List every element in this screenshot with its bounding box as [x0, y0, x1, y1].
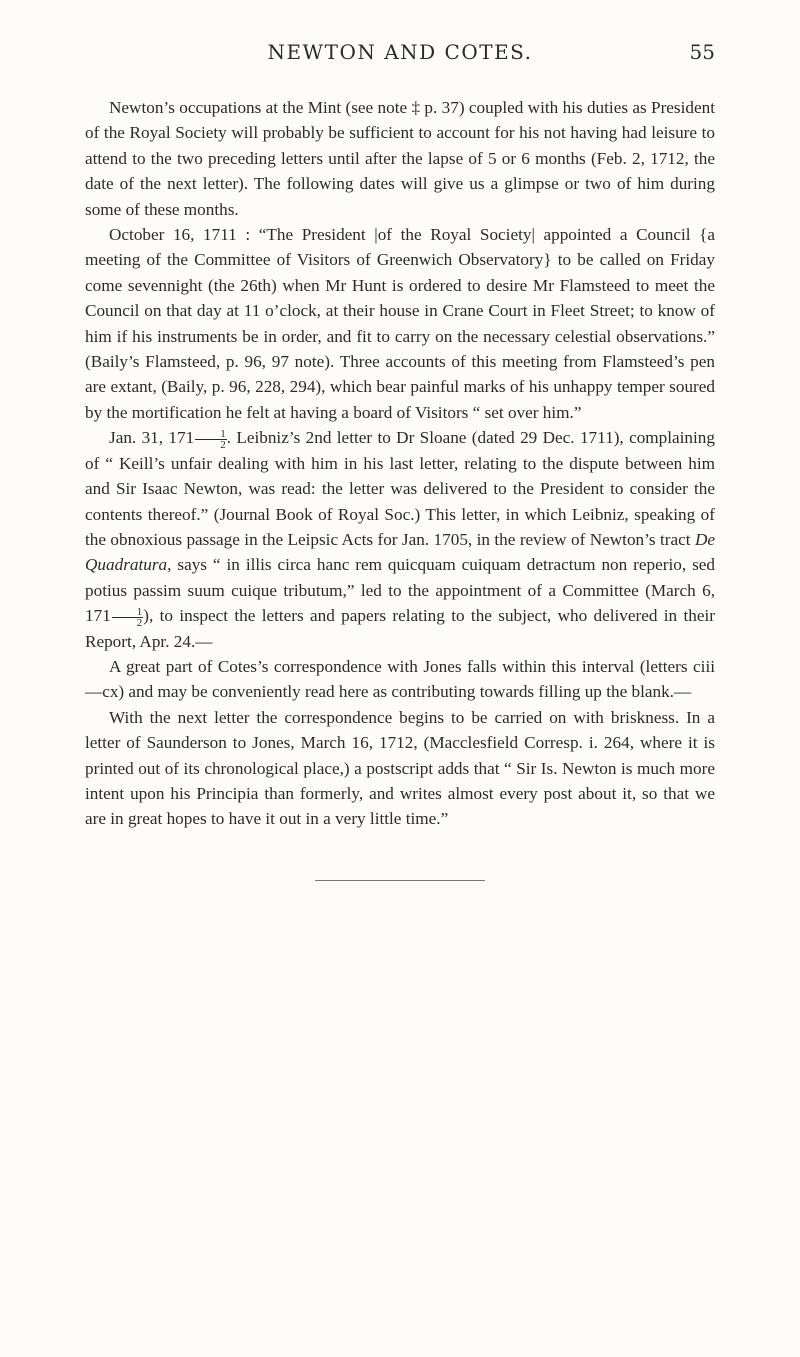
- fraction-denominator: 2: [136, 616, 143, 629]
- paragraph-2: [85, 222, 715, 425]
- body-text: [85, 95, 715, 832]
- fraction: [112, 607, 144, 628]
- paragraph-text: A great part of Cotes’s correspondence with Jones falls within this interval (letters ciii—cx) and may be conveniently read here as contributing towards filling up the blank.—: [85, 656, 715, 702]
- fraction-numerator: 1: [112, 607, 144, 618]
- paragraph-text: Jan. 31, 171: [109, 428, 195, 448]
- running-title: NEWTON AND COTES.: [267, 40, 533, 64]
- paragraph-text: October 16, 1711 : “The President |of the Royal Society| appointed a Council {a meeting of the Committee of Visitors of Greenwich Observatory} to be called on Friday come sevennight (the 26th) when Mr Hunt is ordered to desire Mr Flamsteed to meet the Council on that day at 11 o’clock, at their house in Crane Court in Fleet Street; to know of him if his instruments be in order, and fit to carry on the necessary celestial observations.” (Baily’s Flamsteed, p. 96, 97 note). Three accounts of this meeting from Flamsteed’s pen are extant, (Baily, p. 96, 228, 294), which bear painful marks of his unhappy temper soured by the mortification he felt at having a board of Visitors “ set over him.”: [85, 225, 715, 422]
- fraction-denominator: 2: [220, 438, 226, 451]
- page-number: 55: [689, 40, 715, 64]
- paragraph-text: . Leibniz’s 2nd letter to Dr Sloane (dated 29 Dec. 1711), complaining of “ Keill’s unfair dealing with him in his last letter, relating to the dispute between him and Sir Isaac Newton, was read: the letter was delivered to the President to consider the contents thereof.” (Journal Book of Royal Soc.) This letter, in which Leibniz, speaking of the obnoxious passage in the Leipsic Acts for Jan. 1705, in the review of Newton’s tract: [85, 428, 715, 549]
- paragraph-1: [85, 95, 715, 222]
- italic-title: De Quadratura,: [85, 529, 715, 575]
- paragraph-5: [85, 705, 715, 832]
- fraction-numerator: 1: [195, 429, 227, 440]
- paragraph-3: [85, 425, 715, 654]
- paragraph-text: says “ in illis circa hanc rem quicquam cuiquam detractum non reperio, sed potius passim suum cuique tributum,” led to the appointment of a Committee (March 6, 171: [85, 555, 715, 626]
- page-header: [85, 40, 715, 72]
- paragraph-4: [85, 654, 715, 705]
- paragraph-text: With the next letter the correspondence begins to be carried on with briskness. In a letter of Saunderson to Jones, March 16, 1712, (Macclesfield Corresp. i. 264, where it is printed out of its chronological place,) a postscript adds that “ Sir Is. Newton is much more intent upon his Principia than formerly, and writes almost every post about it, so that we are in great hopes to have it out in a very little time.”: [85, 707, 715, 829]
- footer-rule: [315, 880, 485, 881]
- paragraph-text: ), to inspect the letters and papers relating to the subject, who delivered in their Report, Apr. 24.—: [85, 606, 715, 651]
- paragraph-text: Newton’s occupations at the Mint (see note ‡ p. 37) coupled with his duties as President of the Royal Society will probably be sufficient to account for his not having had leisure to attend to the two preceding letters until after the lapse of 5 or 6 months (Feb. 2, 1712, the date of the next letter). The following dates will give us a glimpse or two of him during some of these months.: [85, 98, 715, 219]
- fraction: [195, 429, 227, 450]
